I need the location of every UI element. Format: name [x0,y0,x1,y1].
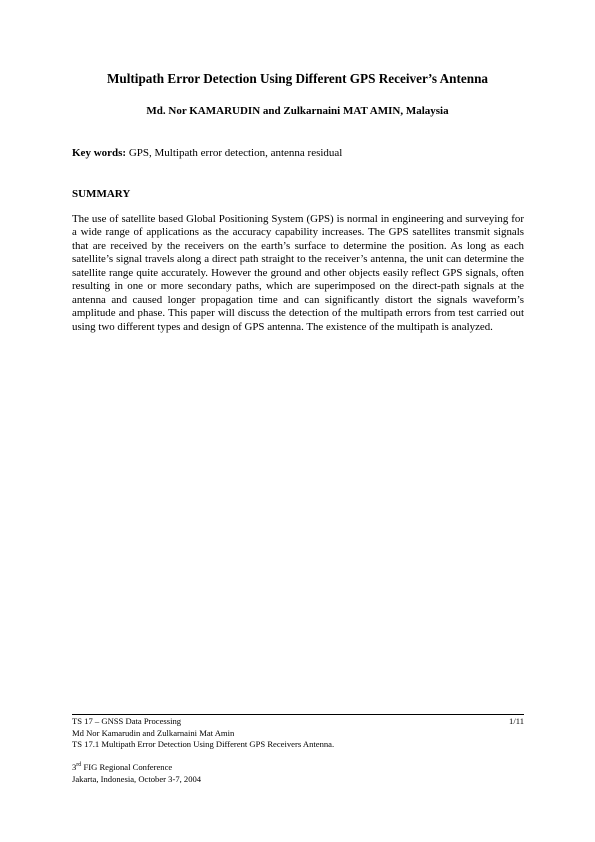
keywords-text: GPS, Multipath error detection, antenna residual [126,147,343,159]
footer-conference-ordinal: rd [76,762,82,769]
footer-conference-number: 3 [72,762,77,772]
page-number: 1/11 [509,716,524,726]
footer-conference [72,762,524,774]
keywords-label: Key words: [72,147,127,159]
summary-body: The use of satellite based Global Positioning System (GPS) is normal in engineering and surveying for a wide range of applications as the accuracy capability increases. The GPS satellites transmit signals that are received by the receivers on the earth’s surface to determine the position. As long as each satellite’s signal travels along a direct path straight to the receiver’s antenna, the unit can determine the satellite range quite accurately. However the ground and other objects easily reflect GPS signals, often resulting in one or more secondary paths, which are superimposed on the direct-path signals at the antenna and caused longer propagation time and can significantly distort the signals waveform’s amplitude and phase. This paper will discuss the detection of the multipath errors from test carried out using two different types and design of GPS antenna. The existence of the multipath is analyzed. [72,213,524,333]
keywords-line [72,146,524,160]
footer-conference-name: FIG Regional Conference [81,762,173,772]
footer-authors: Md Nor Kamarudin and Zulkarnaini Mat Amin [72,727,235,738]
summary-heading: SUMMARY [72,188,131,200]
paper-title: Multipath Error Detection Using Different GPS Receiver’s Antenna [106,71,489,86]
paper-authors: Md. Nor KAMARUDIN and Zulkarnaini MAT AMIN, Malaysia [146,105,449,117]
footer-paper-title: TS 17.1 Multipath Error Detection Using Different GPS Receivers Antenna. [72,739,335,749]
footer-divider [72,714,524,715]
footer-location: Jakarta, Indonesia, October 3-7, 2004 [72,773,202,784]
page-footer [72,716,524,785]
footer-session: TS 17 – GNSS Data Processing [72,716,182,726]
